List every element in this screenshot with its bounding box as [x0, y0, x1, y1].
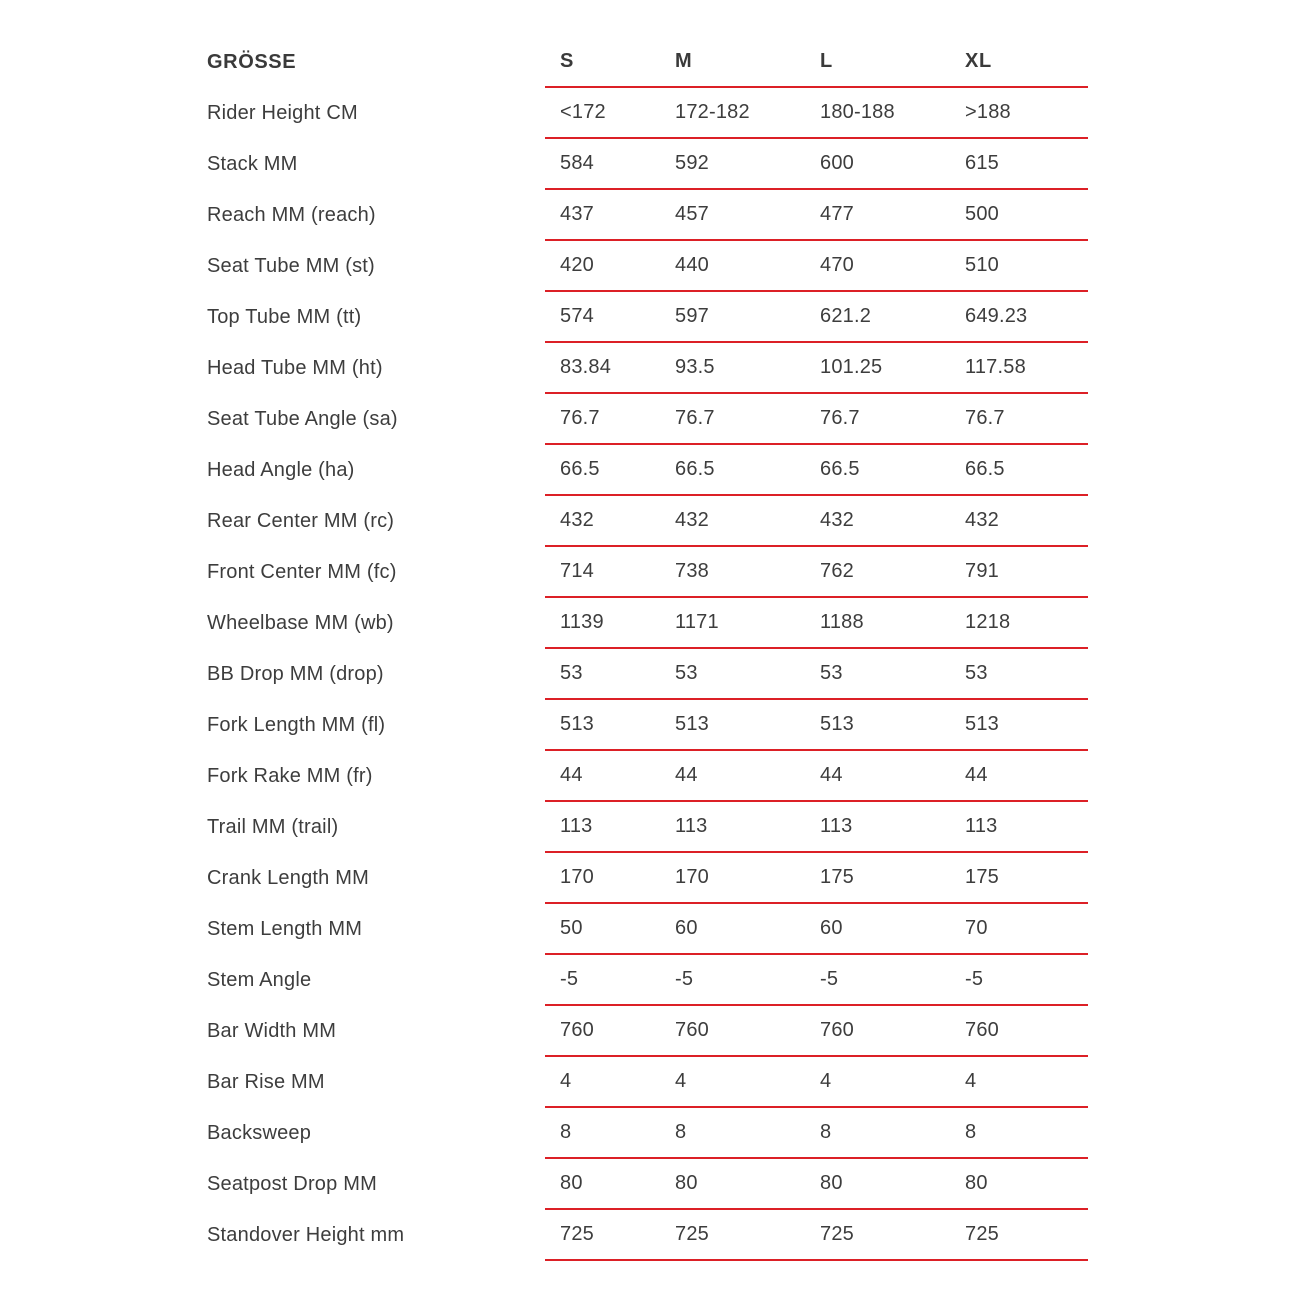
cell-value: 83.84	[560, 356, 612, 378]
table-row	[207, 88, 1088, 139]
cell-value: 1218	[965, 611, 1011, 633]
row-label: Trail MM (trail)	[207, 816, 339, 838]
cell-value: 4	[820, 1070, 832, 1092]
table-row	[207, 139, 1088, 190]
cell-value: 437	[560, 203, 594, 225]
cell-value: 513	[820, 713, 854, 735]
cell-value: 175	[820, 866, 854, 888]
table-row	[207, 445, 1088, 496]
row-values	[545, 1159, 1088, 1210]
table-row	[207, 190, 1088, 241]
table-row	[207, 598, 1088, 649]
row-label: Seatpost Drop MM	[207, 1173, 377, 1195]
cell-value: 725	[820, 1223, 854, 1245]
cell-value: 470	[820, 254, 854, 276]
row-label: Rear Center MM (rc)	[207, 510, 395, 532]
row-label: Fork Length MM (fl)	[207, 714, 386, 736]
cell-value: 80	[560, 1172, 583, 1194]
cell-value: 113	[675, 815, 708, 837]
row-label: Bar Width MM	[207, 1020, 337, 1042]
cell-value: 60	[675, 917, 698, 939]
row-label: Wheelbase MM (wb)	[207, 612, 394, 634]
row-label: BB Drop MM (drop)	[207, 663, 384, 685]
row-values	[545, 598, 1088, 649]
row-label: Fork Rake MM (fr)	[207, 765, 373, 787]
table-row	[207, 343, 1088, 394]
cell-value: 4	[675, 1070, 687, 1092]
row-label: Stem Angle	[207, 969, 312, 991]
cell-value: 4	[560, 1070, 572, 1092]
row-values	[545, 496, 1088, 547]
cell-value: 172-182	[675, 101, 750, 123]
row-values	[545, 649, 1088, 700]
cell-value: 725	[965, 1223, 999, 1245]
cell-value: 8	[675, 1121, 687, 1143]
cell-value: 440	[675, 254, 709, 276]
table-row	[207, 955, 1088, 1006]
row-values	[545, 853, 1088, 904]
cell-value: -5	[675, 968, 694, 990]
cell-value: <172	[560, 101, 606, 123]
cell-value: 510	[965, 254, 999, 276]
cell-value: 621.2	[820, 305, 872, 327]
table-body	[207, 88, 1088, 1261]
table-row	[207, 751, 1088, 802]
cell-value: 760	[675, 1019, 709, 1041]
cell-value: -5	[820, 968, 839, 990]
table-row	[207, 1210, 1088, 1261]
row-values	[545, 343, 1088, 394]
table-row	[207, 802, 1088, 853]
row-label: Stack MM	[207, 153, 298, 175]
cell-value: 1188	[820, 611, 864, 633]
cell-value: 432	[560, 509, 594, 531]
cell-value: 66.5	[820, 458, 860, 480]
row-values	[545, 139, 1088, 190]
cell-value: 760	[560, 1019, 594, 1041]
cell-value: 170	[675, 866, 709, 888]
table-row	[207, 1108, 1088, 1159]
cell-value: 760	[820, 1019, 854, 1041]
cell-value: 70	[965, 917, 988, 939]
row-values	[545, 394, 1088, 445]
cell-value: 649.23	[965, 305, 1028, 327]
column-header-xl: XL	[965, 50, 992, 72]
table-row	[207, 1159, 1088, 1210]
row-label: Crank Length MM	[207, 867, 369, 889]
cell-value: 80	[675, 1172, 698, 1194]
cell-value: -5	[965, 968, 984, 990]
cell-value: 80	[820, 1172, 843, 1194]
table-row	[207, 1057, 1088, 1108]
row-values	[545, 1108, 1088, 1159]
table-row	[207, 1006, 1088, 1057]
row-label: Seat Tube MM (st)	[207, 255, 375, 277]
table-header-row	[207, 37, 1088, 88]
cell-value: 76.7	[965, 407, 1005, 429]
row-values	[545, 1057, 1088, 1108]
cell-value: 53	[560, 662, 583, 684]
row-values	[545, 1006, 1088, 1057]
cell-value: 8	[965, 1121, 977, 1143]
row-label: Rider Height CM	[207, 102, 358, 124]
row-label: Head Tube MM (ht)	[207, 357, 383, 379]
row-label: Bar Rise MM	[207, 1071, 325, 1093]
row-label: Seat Tube Angle (sa)	[207, 408, 398, 430]
cell-value: 432	[965, 509, 999, 531]
cell-value: 180-188	[820, 101, 895, 123]
cell-value: 44	[560, 764, 583, 786]
row-values	[545, 1210, 1088, 1261]
cell-value: 1139	[560, 611, 604, 633]
cell-value: 592	[675, 152, 709, 174]
cell-value: 8	[820, 1121, 832, 1143]
column-header-s: S	[560, 50, 574, 72]
cell-value: 44	[965, 764, 988, 786]
cell-value: 53	[675, 662, 698, 684]
table-row	[207, 853, 1088, 904]
cell-value: 113	[965, 815, 998, 837]
table-row	[207, 241, 1088, 292]
cell-value: 101.25	[820, 356, 883, 378]
cell-value: 513	[560, 713, 594, 735]
cell-value: 714	[560, 560, 594, 582]
column-headers	[545, 37, 1088, 88]
cell-value: 66.5	[560, 458, 600, 480]
cell-value: 432	[675, 509, 709, 531]
row-values	[545, 445, 1088, 496]
cell-value: -5	[560, 968, 579, 990]
cell-value: 80	[965, 1172, 988, 1194]
cell-value: 597	[675, 305, 709, 327]
cell-value: 432	[820, 509, 854, 531]
cell-value: 60	[820, 917, 843, 939]
row-label: Standover Height mm	[207, 1224, 405, 1246]
cell-value: 457	[675, 203, 709, 225]
row-label: Top Tube MM (tt)	[207, 306, 362, 328]
cell-value: 53	[965, 662, 988, 684]
row-label: Backsweep	[207, 1122, 312, 1144]
row-label: Head Angle (ha)	[207, 459, 355, 481]
cell-value: 725	[560, 1223, 594, 1245]
row-values	[545, 904, 1088, 955]
row-label: Front Center MM (fc)	[207, 561, 397, 583]
row-values	[545, 547, 1088, 598]
cell-value: 762	[820, 560, 854, 582]
cell-value: 66.5	[675, 458, 715, 480]
geometry-table	[207, 37, 1088, 1261]
table-row	[207, 496, 1088, 547]
cell-value: 117.58	[965, 356, 1026, 378]
row-label: Stem Length MM	[207, 918, 363, 940]
cell-value: 175	[965, 866, 999, 888]
cell-value: 113	[560, 815, 593, 837]
cell-value: 170	[560, 866, 594, 888]
row-values	[545, 955, 1088, 1006]
cell-value: 50	[560, 917, 583, 939]
row-values	[545, 802, 1088, 853]
cell-value: 420	[560, 254, 594, 276]
table-row	[207, 547, 1088, 598]
table-row	[207, 394, 1088, 445]
column-header-m: M	[675, 50, 693, 72]
table-row	[207, 700, 1088, 751]
cell-value: 76.7	[560, 407, 600, 429]
cell-value: 477	[820, 203, 854, 225]
table-title: GRÖSSE	[207, 51, 297, 73]
cell-value: 76.7	[675, 407, 715, 429]
cell-value: 44	[820, 764, 843, 786]
cell-value: >188	[965, 101, 1011, 123]
cell-value: 760	[965, 1019, 999, 1041]
table-row	[207, 904, 1088, 955]
table-row	[207, 292, 1088, 343]
cell-value: 53	[820, 662, 843, 684]
cell-value: 113	[820, 815, 853, 837]
cell-value: 513	[965, 713, 999, 735]
cell-value: 1171	[675, 611, 719, 633]
cell-value: 513	[675, 713, 709, 735]
cell-value: 738	[675, 560, 709, 582]
cell-value: 44	[675, 764, 698, 786]
cell-value: 791	[965, 560, 999, 582]
cell-value: 725	[675, 1223, 709, 1245]
row-values	[545, 190, 1088, 241]
cell-value: 500	[965, 203, 999, 225]
row-values	[545, 292, 1088, 343]
row-values	[545, 88, 1088, 139]
cell-value: 4	[965, 1070, 977, 1092]
cell-value: 600	[820, 152, 854, 174]
cell-value: 66.5	[965, 458, 1005, 480]
cell-value: 574	[560, 305, 594, 327]
table-row	[207, 649, 1088, 700]
row-label: Reach MM (reach)	[207, 204, 376, 226]
cell-value: 76.7	[820, 407, 860, 429]
row-values	[545, 751, 1088, 802]
cell-value: 8	[560, 1121, 572, 1143]
cell-value: 615	[965, 152, 999, 174]
cell-value: 584	[560, 152, 594, 174]
row-values	[545, 700, 1088, 751]
cell-value: 93.5	[675, 356, 715, 378]
row-values	[545, 241, 1088, 292]
column-header-l: L	[820, 50, 833, 72]
